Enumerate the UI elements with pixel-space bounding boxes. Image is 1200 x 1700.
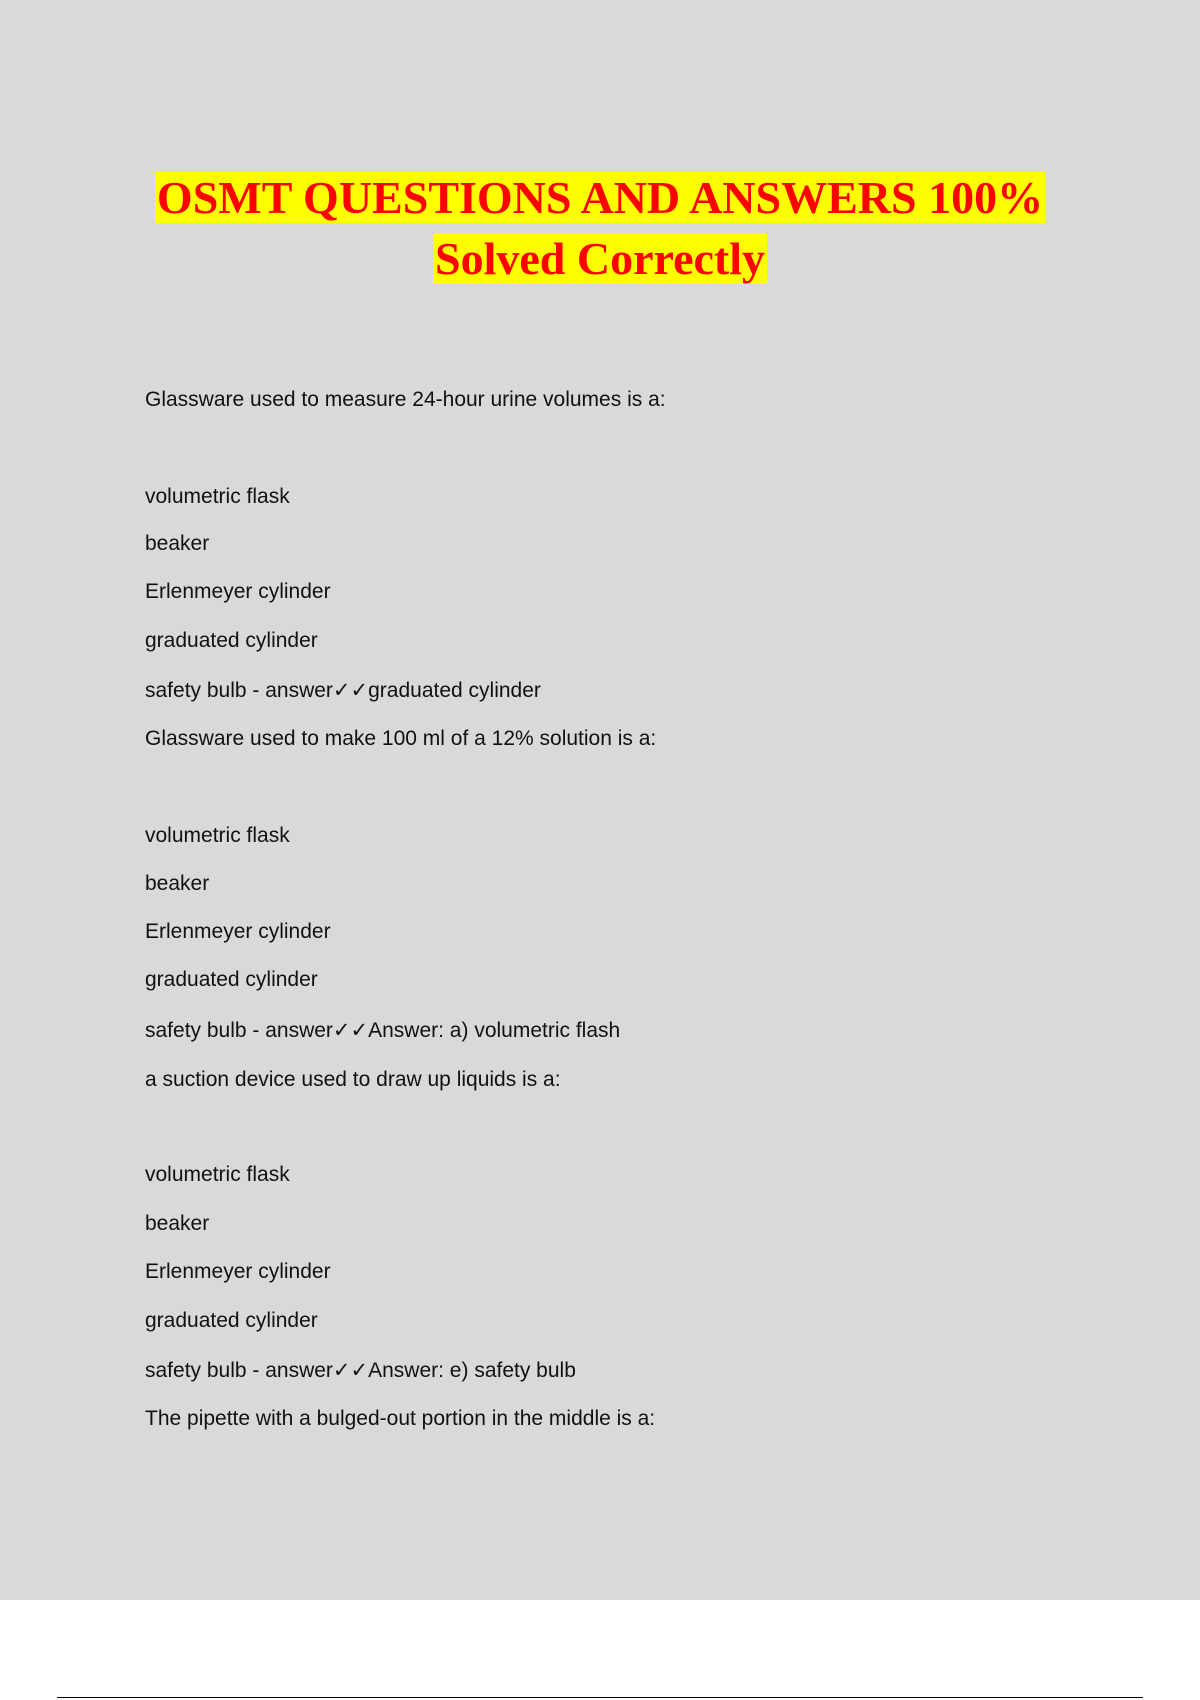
q1-option-erlenmeyer-cylinder: Erlenmeyer cylinder bbox=[145, 580, 331, 603]
question-4: The pipette with a bulged-out portion in the middle is a: bbox=[145, 1407, 656, 1430]
q3-option-volumetric-flask: volumetric flask bbox=[145, 1163, 290, 1186]
question-2: Glassware used to make 100 ml of a 12% solution is a: bbox=[145, 727, 657, 750]
question-1: Glassware used to measure 24-hour urine volumes is a: bbox=[145, 388, 666, 411]
q1-option-beaker: beaker bbox=[145, 532, 210, 555]
q1-option-graduated-cylinder: graduated cylinder bbox=[145, 629, 318, 652]
q3-option-beaker: beaker bbox=[145, 1212, 210, 1235]
q2-option-erlenmeyer-cylinder: Erlenmeyer cylinder bbox=[145, 920, 331, 943]
q2-option-graduated-cylinder: graduated cylinder bbox=[145, 968, 318, 991]
q1-option-volumetric-flask: volumetric flask bbox=[145, 485, 290, 508]
q2-option-volumetric-flask: volumetric flask bbox=[145, 824, 290, 847]
q3-option-graduated-cylinder: graduated cylinder bbox=[145, 1309, 318, 1332]
q3-answer: safety bulb - answer✓✓Answer: e) safety bulb bbox=[145, 1359, 576, 1382]
q1-answer: safety bulb - answer✓✓graduated cylinder bbox=[145, 679, 541, 702]
document-title-line-2: Solved Correctly bbox=[434, 233, 766, 284]
page-bottom-divider bbox=[57, 1697, 1143, 1698]
question-3: a suction device used to draw up liquids is a: bbox=[145, 1068, 561, 1091]
q2-option-beaker: beaker bbox=[145, 872, 210, 895]
q2-answer: safety bulb - answer✓✓Answer: a) volumetric flash bbox=[145, 1019, 621, 1042]
document-title-line-1: OSMT QUESTIONS AND ANSWERS 100% bbox=[156, 172, 1044, 223]
q3-option-erlenmeyer-cylinder: Erlenmeyer cylinder bbox=[145, 1260, 331, 1283]
